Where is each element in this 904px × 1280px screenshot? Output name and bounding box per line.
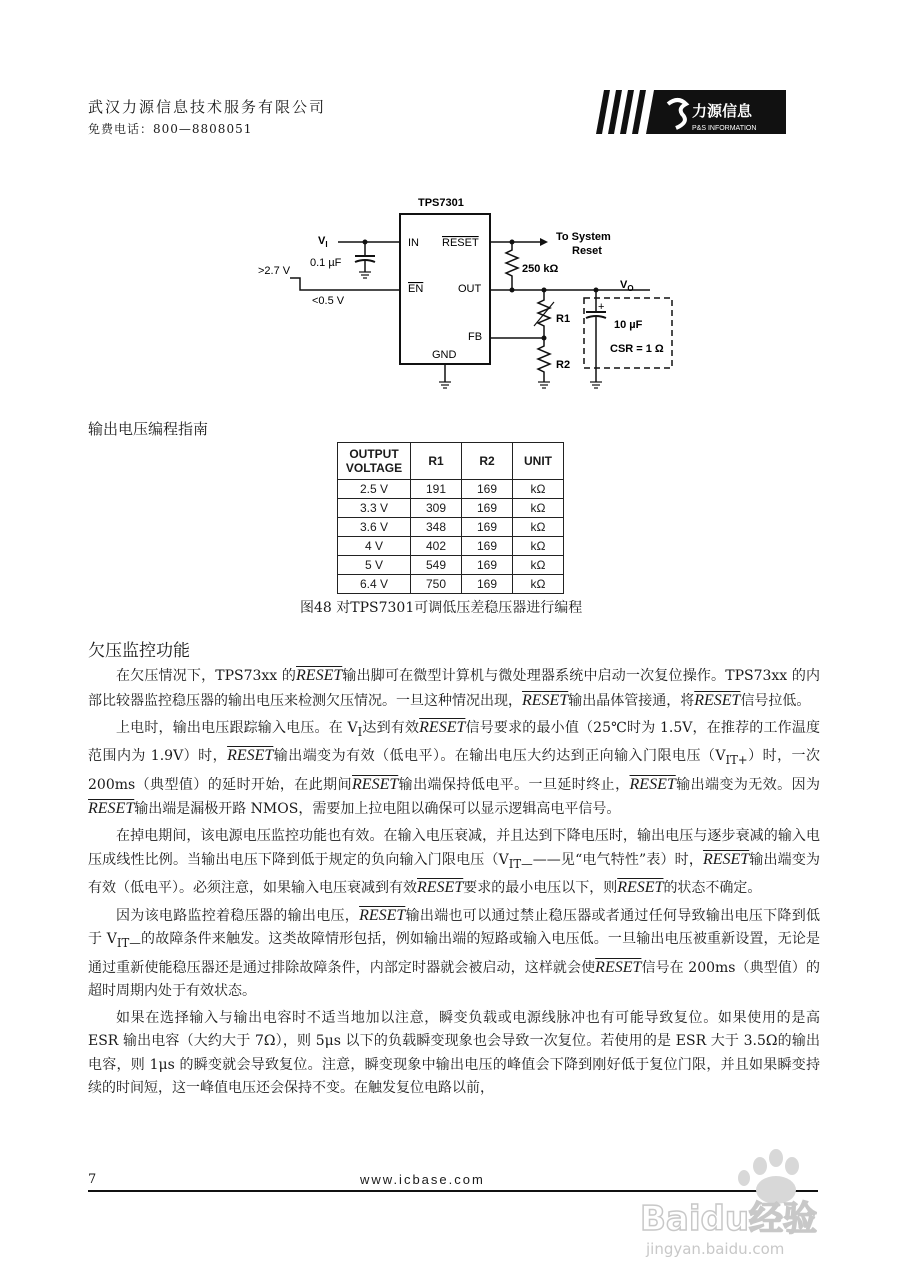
- paragraph-2: 上电时，输出电压跟踪输入电压。在 $V_I$达到有效RESET信号要求的最小值（25℃时为 1.5V，在推荐的工作温度范围内为 1.9V）时，RESET输出端变为有效（低电平）。在输出电压大约达到正向输入门限电压$(V_{IT+})$时，一次 200ms（典型值）的延时开始，在此期间RESET输出端保持低电平。一旦延时终止，RESET输出端变为无效。因为RESET输出端是漏极开路 NMOS，需要加上拉电阻以确保可以显示逻辑高电平信号。: [88, 719, 821, 818]
- watermark-brand: Baidu经验: [640, 1199, 818, 1239]
- cell: 4 V: [338, 537, 411, 556]
- cap-out-label: 10 µF: [614, 319, 643, 331]
- to-system-label: To System: [556, 231, 611, 243]
- cell: 169: [462, 480, 513, 499]
- resistor-pullup: [506, 242, 518, 290]
- header-phone: 免费电话：800—8808051: [88, 122, 253, 136]
- table-header-row: [338, 443, 564, 480]
- cell: 549: [411, 556, 462, 575]
- header-company: 武汉力源信息技术服务有限公司: [88, 98, 327, 116]
- csr-label: CSR = 1 Ω: [610, 343, 664, 355]
- cell: kΩ: [513, 480, 564, 499]
- cell: 6.4 V: [338, 575, 411, 594]
- to-system-label2: Reset: [572, 245, 602, 257]
- pullup-label: 250 kΩ: [522, 263, 559, 275]
- pin-fb: FB: [468, 331, 483, 343]
- logo-text: 力源信息: [692, 102, 753, 120]
- pin-out: OUT: [458, 283, 482, 295]
- paragraph-4: 因为该电路监控着稳压器的输出电压，RESET输出端也可以通过禁止稳压器或者通过任何导致输出电压下降到低于 $V_{IT—}$的故障条件来触发。这类故障情形包括，例如输出端的短路或输入电压低。一旦输出电压被重新设置，无论是通过重新使能稳压器还是通过排除故障条件，内部定时器就会被启动，这样就会使RESET信号在 200ms（典型值）的超时周期内处于有效状态。: [88, 906, 820, 1000]
- footer-website: www.icbase.com: [360, 1172, 485, 1187]
- r2-label: R2: [556, 359, 571, 371]
- col-r1: R1: [411, 443, 462, 480]
- paragraph-5: 如果在选择输入与输出电容时不适当地加以注意，瞬变负载或电源线脉冲也有可能导致复位。如果使用的是高 ESR 输出电容（大约大于 7Ω），则 5μs 以下的负载瞬变现象也会导致一次复位。若使用的是 ESR 大于 3.5Ω的输出电容，则 1μs 的瞬变就会导致复位。注意，瞬变现象中输出电压的峰值会下降到刚好低于复位门限，并且如果瞬变持续的时间短，这一峰值电压还会保持不变。在触发复位电路以前，: [88, 1009, 820, 1097]
- circuit-diagram: [250, 192, 690, 402]
- cell: 348: [411, 518, 462, 537]
- r1-label: R1: [556, 313, 571, 325]
- cell: 169: [462, 537, 513, 556]
- cell: 5 V: [338, 556, 411, 575]
- col-r2: R2: [462, 443, 513, 480]
- company-logo: [596, 90, 786, 136]
- table-row: [338, 518, 564, 537]
- en-high-label: >2.7 V: [258, 265, 291, 277]
- paragraph-1: 在欠压情况下，TPS73xx 的RESET输出脚可在微型计算机与微处理器系统中启动一次复位操作。TPS73xx 的内部比较器监控稳压器的输出电压来检测欠压情况。一旦这种情况出现，RESET输出晶体管接通，将RESET信号拉低。: [88, 667, 820, 709]
- cell: kΩ: [513, 518, 564, 537]
- col-output-voltage: OUTPUT VOLTAGE: [338, 443, 411, 480]
- cell: kΩ: [513, 537, 564, 556]
- arrow-icon: [540, 238, 548, 246]
- col-unit: UNIT: [513, 443, 564, 480]
- cell: kΩ: [513, 499, 564, 518]
- figure-caption: 图48 对TPS7301可调低压差稳压器进行编程: [300, 600, 583, 616]
- programming-table: [337, 442, 564, 594]
- page-number: 7: [88, 1172, 97, 1187]
- cell: 3.3 V: [338, 499, 411, 518]
- paragraph-3: 在掉电期间，该电源电压监控功能也有效。在输入电压衰减，并且达到下降电压时，输出电压与逐步衰减的输入电压成线性比例。当输出电压下降到低于规定的负向输入门限电压（$V_{IT—}——$见“电气特性”表）时，RESET输出端变为有效（低电平）。必须注意，如果输入电压衰减到有效RESET要求的最小电压以下，则RESET的状态不确定。: [88, 827, 820, 897]
- logo-subtext: P&S INFORMATION: [692, 125, 757, 132]
- table-label: 输出电压编程指南: [88, 420, 209, 438]
- paw-icon: [738, 1149, 799, 1204]
- resistor-r2: [538, 338, 550, 382]
- cell: 402: [411, 537, 462, 556]
- pin-en: EN: [408, 283, 424, 295]
- watermark-url: jingyan.baidu.com: [646, 1240, 785, 1258]
- cell: kΩ: [513, 575, 564, 594]
- baidu-watermark: [640, 1146, 840, 1266]
- table-row: [338, 575, 564, 594]
- en-low-label: <0.5 V: [312, 295, 345, 307]
- cell: 3.6 V: [338, 518, 411, 537]
- body-text: [88, 664, 820, 1104]
- cell: 169: [462, 556, 513, 575]
- table-row: [338, 537, 564, 556]
- chip-name: TPS7301: [418, 197, 464, 209]
- cell: 309: [411, 499, 462, 518]
- cell: 2.5 V: [338, 480, 411, 499]
- cell: 169: [462, 518, 513, 537]
- table-row: [338, 480, 564, 499]
- table-row: [338, 499, 564, 518]
- pin-reset: RESET: [442, 237, 479, 249]
- cap-plus: +: [598, 301, 605, 313]
- cell: 169: [462, 575, 513, 594]
- pin-gnd: GND: [432, 349, 457, 361]
- cell: kΩ: [513, 556, 564, 575]
- vi-label: $V_I$: [318, 235, 328, 249]
- cap-in-label: 0.1 µF: [310, 257, 342, 269]
- table-row: [338, 556, 564, 575]
- pin-in: IN: [408, 237, 419, 249]
- section-title: 欠压监控功能: [88, 641, 190, 661]
- vo-label: $V_O$: [620, 279, 634, 293]
- cell: 750: [411, 575, 462, 594]
- cell: 169: [462, 499, 513, 518]
- cell: 191: [411, 480, 462, 499]
